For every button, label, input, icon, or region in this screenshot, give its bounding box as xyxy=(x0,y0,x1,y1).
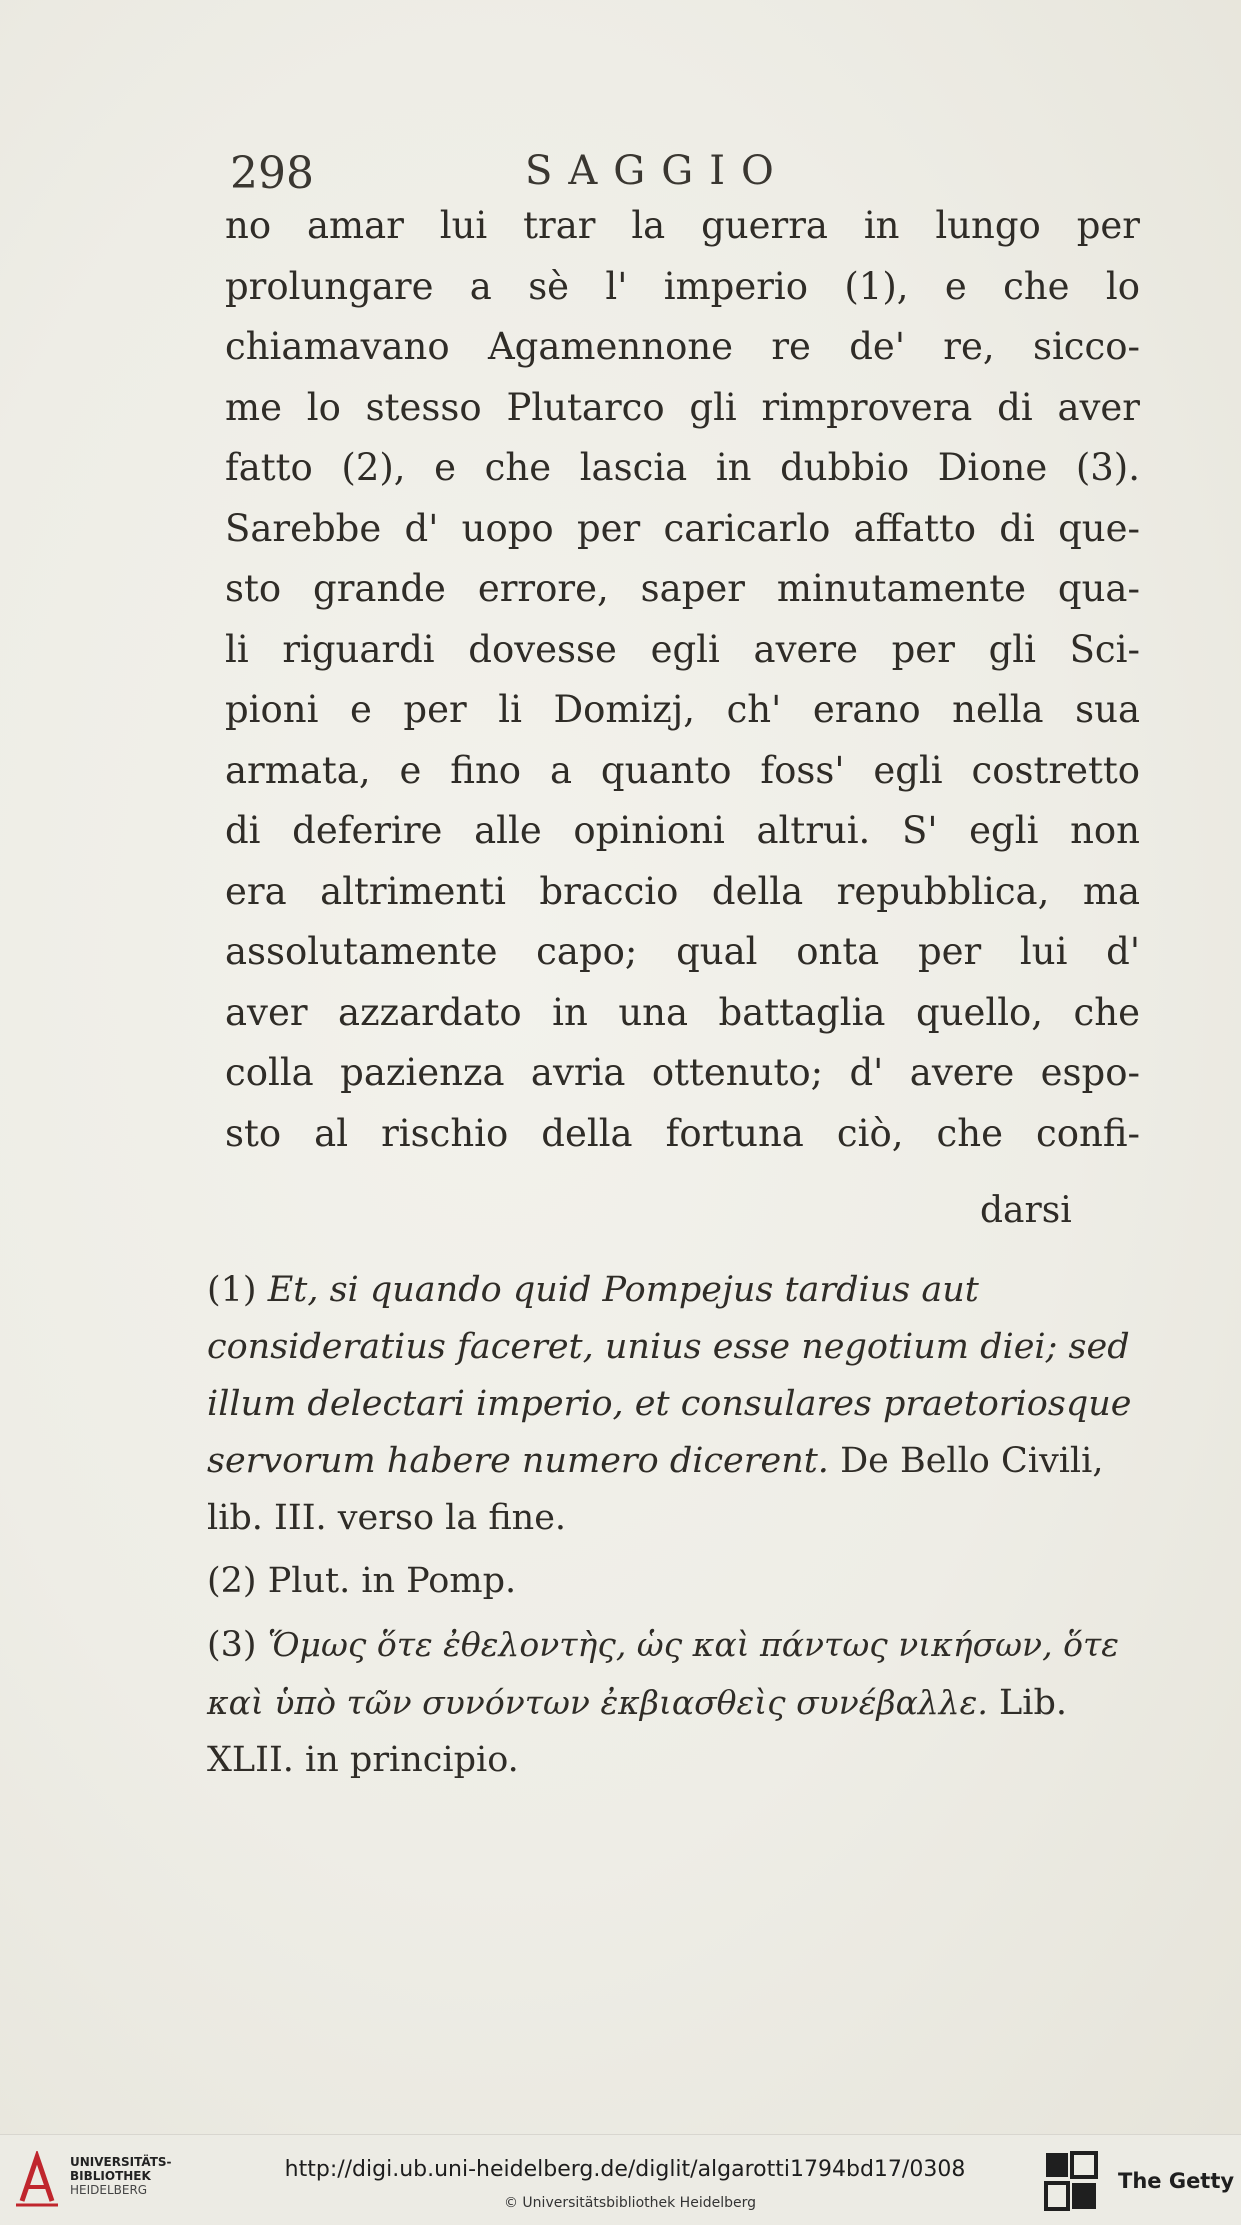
copyright-notice: © Universitätsbibliothek Heidelberg xyxy=(503,2195,756,2211)
main-text xyxy=(225,196,1140,1164)
footnote-1-source: De Bello Civili, lib. III. verso la fine. xyxy=(207,1441,1104,1538)
text-line: colla pazienza avria ottenuto; d' avere espo- xyxy=(225,1051,1140,1094)
footnote-2-number: (2) xyxy=(207,1561,257,1601)
page-header xyxy=(230,148,870,198)
footnote-3-source: Lib. XLII. in principio. xyxy=(207,1683,1067,1780)
footnote-3-number: (3) xyxy=(207,1625,257,1665)
university-library-logo-icon[interactable] xyxy=(14,2151,60,2209)
text-line: sto grande errore, saper minutamente qua- xyxy=(225,567,1140,610)
footnote-2 xyxy=(207,1553,1135,1610)
text-line: era altrimenti braccio della repubblica, ma xyxy=(225,869,1140,913)
text-line: li riguardi dovesse egli avere per gli Sci- xyxy=(225,627,1140,671)
footnotes xyxy=(207,1262,1135,1795)
text-line: me lo stesso Plutarco gli rimprovera di aver xyxy=(225,385,1140,429)
text-line: armata, e fino a quanto foss' egli costretto xyxy=(225,748,1140,792)
viewer-footer xyxy=(0,2134,1241,2225)
text-line: sto al rischio della fortuna ciò, che confi- xyxy=(225,1111,1140,1155)
partner-name: The Getty xyxy=(1118,2169,1235,2193)
text-line: aver azzardato in una battaglia quello, che xyxy=(225,990,1140,1034)
page-number: 298 xyxy=(230,148,314,199)
text-line: assolutamente capo; qual onta per lui d' xyxy=(225,930,1140,973)
library-name-line2: BIBLIOTHEK xyxy=(70,2169,151,2183)
text-line: fatto (2), e che lascia in dubbio Dione (3). xyxy=(225,446,1140,489)
text-line: Sarebbe d' uopo per caricarlo affatto di que- xyxy=(225,506,1140,550)
footnote-2-text: Plut. in Pomp. xyxy=(267,1561,517,1601)
footnote-1 xyxy=(207,1262,1135,1547)
text-line: prolungare a sè l' imperio (1), e che lo xyxy=(225,264,1140,308)
footnote-1-latin-quote: Et, si quando quid Pompejus tardius aut consideratius faceret, unius esse negotium diei; sed illum delectari imperio, et consulares praetoriosque servorum habere numero dicerent. xyxy=(207,1270,1132,1481)
text-line: di deferire alle opinioni altrui. S' egli non xyxy=(225,809,1140,852)
text-line: no amar lui trar la guerra in lungo per xyxy=(225,204,1140,247)
footnote-3 xyxy=(207,1616,1135,1789)
library-name-line3: HEIDELBERG xyxy=(70,2183,148,2197)
footnote-1-number: (1) xyxy=(207,1270,257,1310)
catchword: darsi xyxy=(980,1190,1072,1231)
footnote-3-greek-quote: Ὅμως ὅτε ἐθελοντὴς, ὡς καὶ πάντως νικήσων, ὅτε καὶ ὑπὸ τῶν συνόντων ἐκβιασθεὶς συνέβαλλε. xyxy=(207,1625,1119,1722)
running-title: SAGGIO xyxy=(525,148,790,194)
text-line: pioni e per li Domizj, ch' erano nella sua xyxy=(225,688,1140,731)
library-name xyxy=(70,2155,172,2197)
getty-logo-icon[interactable] xyxy=(1044,2151,1098,2211)
text-line: chiamavano Agamennone re de' re, sicco- xyxy=(225,325,1140,368)
permalink-url[interactable]: http://digi.ub.uni-heidelberg.de/diglit/algarotti1794bd17/0308 xyxy=(284,2157,966,2182)
library-name-line1: UNIVERSITÄTS- xyxy=(70,2155,172,2169)
